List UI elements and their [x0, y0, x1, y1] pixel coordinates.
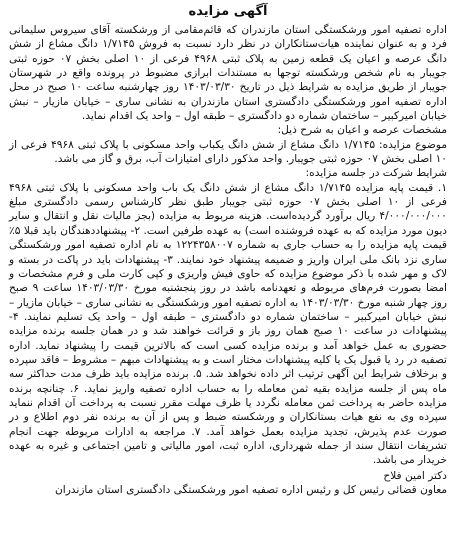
auction-subject: موضوع مزایده: ۱/۷۱۴۵ دانگ مشاع از شش دانگ یکباب واحد مسکونی با پلاک ثبتی ۴۹۶۸ فرعی از ۱۰ اصلی بخش ۰۷ حوزه ثبتی جویبار. واحد مذکور دارای امتیازات آب، برق و گاز می باشد.	[9, 138, 448, 166]
signer-title: معاون قضائی رئیس کل و رئیس اداره تصفیه امور ورشکستگی دادگستری استان مازندران	[54, 484, 447, 496]
notice-intro: اداره تصفیه امور ورشکستگی استان مازندران که قائم‌مقامی از ورشکسته آقای سیروس سلیمانی فرد و به عنوان نماینده هیات‌ستانکاران در نظر دارد نسبت به فروش ۱/۷۱۴۵ دانگ مشاع از شش دانگ عرصه و اعیان یک قطعه زمین به پلاک ثبتی ۴۹۶۸ فرعی از ۱۰ اصلی بخش ۰۷ حوزه ثبتی جویبار به نام شخص ورشکسته توجها به مستندات ابرازی مضبوط در پرونده واقع در شهرستان جویبار از طریق مزایده به شرایط ذیل در تاریخ ۱۴۰۳/۰۳/۳۰ روز چهارشنبه ساعت ۱۰ صبح در محل اداره تصفیه امور ورشکستگی دادگستری استان مازندران به نشانی ساری – خیابان مازیار – نبش خیابان امیرکبیر – ساختمان شماره دو دادگستری – طبقه اول – واحد یک اقدام نماید.	[9, 24, 447, 123]
specs-heading: مشخصات عرصه و اعیان به شرح ذیل:	[277, 124, 447, 137]
auction-terms: ۱. قیمت پایه مزایده ۱/۷۱۴۵ دانگ مشاع از شش دانگ یک باب واحد مسکونی با پلاک ثبتی ۴۹۶۸ فرعی از ۱۰ اصلی بخش ۰۷ حوزه ثبتی جویبار طبق نظر کارشناس رسمی دادگستری مبلغ ۴/۰۰۰/۰۰۰/۰۰۰ ریال برآورد گردیده‌است. هزینه مربوط به مزایده (بجز مالیات نقل و انتقال و سایر دیون مورد مزایده که به عهده فروشنده است) به عهده طرفین است. ۲- پیشنهاددهندگان باید قبلا ۵٪ قیمت پایه مزایده را به حساب جاری به شماره ۱۲۲۴۳۵۸۰۰۷ به نام اداره تصفیه امور ورشکستگی ساری نزد بانک ملی ایران واریز و ضمیمه پیشنهاد خود نمایند. ۳- پیشنهادات باید در پاکت در بسته و لاک و مهر شده با ذکر موضوع مزایده که حاوی فیش واریزی و کپی کارت ملی و فرم مشخصات و امضا بصورت فرم‌های مربوطه و تعهدنامه باشد در روز پنجشنبه مورخ ۱۴۰۳/۰۳/۳۰ ساعت ۹ صبح روز چهار شنبه مورخ ۱۴۰۳/۰۳/۳۰ به اداره تصفیه امور ورشکستگی به نشانی ساری – خیابان مازیار – نبش خیابان امیرکبیر – ساختمان شماره دو دادگستری – طبقه اول – واحد یک تسلیم نمایند. ۴- پیشنهادات در ساعت ۱۰ صبح همان روز باز و قرائت خواهند شد و در همان جلسه برنده مزایده حضوری به عمل خواهد آمد و برنده مزایده کسی است که بالاترین قیمت را پیشنهاد نماید. اداره تصفیه در رد یا قبول یک یا کلیه پیشنهادات مختار است و به پیشنهادات مبهم – مشروط – فاقد سپرده و برخلاف شرایط این آگهی ترتیب اثر داده نخواهد شد. ۵. برنده مزایده باید ظرف مدت حداکثر سه ماه پس از جلسه مزایده بقیه ثمن معامله را به حساب اداره تصفیه واریز نماید. ۶. چنانچه برنده مزایده حاضر به پرداخت ثمن معامله نگردد یا ظرف مهلت مقرر نسبت به پرداخت آن اقدام ننماید سپرده وی به نفع هیات بستانکاران و ورشکسته ضبط و پس از آن به برنده نفر دوم اطلاع و در صورت عدم پذیرش، تجدید مزایده بعمل خواهد آمد. ۷. مراجعه به ادارات مربوطه جهت انجام تشریفات انتقال سند از جمله شهرداری، اداره ثبت، امور مالیاتی و تامین اجتماعی و غیره به عهده خریدار می باشد.	[9, 181, 448, 467]
signer-name: دکتر امین فلاح	[383, 469, 447, 482]
terms-heading: شرایط شرکت در جلسه مزایده:	[305, 167, 447, 180]
notice-title: آگهی مزایده	[188, 4, 268, 19]
signature-block	[9, 469, 447, 498]
